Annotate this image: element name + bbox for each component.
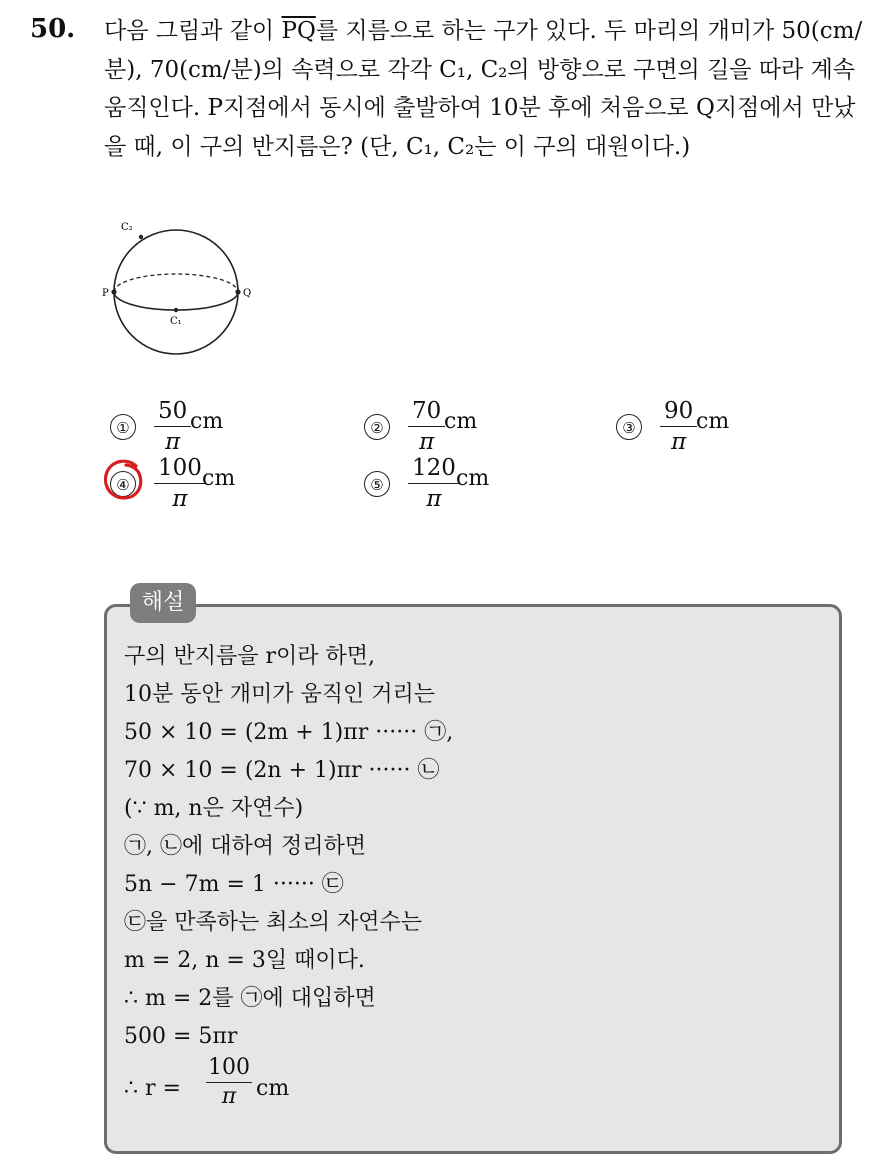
solution-line: 5n − 7m = 1 ······ ㉢ xyxy=(124,872,344,897)
solution-line: 500 = 5πr xyxy=(124,1024,238,1049)
question-text xyxy=(104,12,864,166)
solution-line: 구의 반지름을 r이라 하면, xyxy=(124,644,376,669)
question-text-pre: 다음 그림과 같이 xyxy=(104,18,282,44)
label-c2: C₂ xyxy=(121,222,133,233)
fraction-denominator: π xyxy=(671,429,687,455)
fraction-denominator: π xyxy=(419,429,435,455)
sphere-figure xyxy=(96,212,276,372)
choice-number: ① xyxy=(110,414,136,440)
choice-unit: cm xyxy=(190,409,224,434)
choice-fraction xyxy=(154,396,191,457)
solution-line: ∴ m = 2를 ㉠에 대입하면 xyxy=(124,986,376,1011)
solution-final-unit: cm xyxy=(256,1076,290,1101)
solution-line: ㉠, ㉡에 대하여 정리하면 xyxy=(124,834,366,859)
choice-number: ⑤ xyxy=(364,471,390,497)
label-q: Q xyxy=(243,288,252,299)
choice-number: ② xyxy=(364,414,390,440)
solution-line: 10분 동안 개미가 움직인 거리는 xyxy=(124,682,435,707)
choice-fraction xyxy=(660,396,697,457)
solution-line: 50 × 10 = (2m + 1)πr ······ ㉠, xyxy=(124,720,454,745)
fraction-denominator: π xyxy=(165,429,181,455)
choice-fraction xyxy=(408,453,460,514)
solution-tag: 해설 xyxy=(130,583,196,623)
segment-pq: $\overline{PQ}$ xyxy=(281,18,316,44)
solution-line: ㉢을 만족하는 최소의 자연수는 xyxy=(124,910,423,935)
solution-final-prefix: ∴ r = xyxy=(124,1076,181,1101)
choice-unit: cm xyxy=(456,466,490,491)
solution-line: (∵ m, n은 자연수) xyxy=(124,796,304,821)
question-number: 50. xyxy=(30,14,76,44)
fraction-denominator: π xyxy=(172,486,188,512)
label-p: P xyxy=(102,288,109,299)
fraction-numerator: 120 xyxy=(412,455,456,481)
fraction-numerator: 70 xyxy=(412,398,442,424)
fraction-denominator: π xyxy=(426,486,442,512)
fraction-numerator: 100 xyxy=(158,455,202,481)
choice-fraction xyxy=(154,453,206,514)
choice-fraction xyxy=(408,396,445,457)
solution-line: m = 2, n = 3일 때이다. xyxy=(124,948,365,973)
solution-final-fraction xyxy=(206,1054,252,1111)
choice-number: ③ xyxy=(616,414,642,440)
label-c1: C₁ xyxy=(170,316,182,327)
fraction-numerator: 100 xyxy=(208,1055,250,1080)
question-text-post: 를 지름으로 하는 구가 있다. 두 마리의 개미가 50(cm/분), 70(cm/분)의 속력으로 각각 C₁, C₂의 방향으로 구면의 길을 따라 계속 움직인다. P지점에서 동시에 출발하여 10분 후에 처음으로 Q지점에서 만났을 때, 이 구의 반지름은? (단, C₁, C₂는 이 구의 대원이다.) xyxy=(104,18,863,160)
choice-unit: cm xyxy=(444,409,478,434)
solution-line: 70 × 10 = (2n + 1)πr ······ ㉡ xyxy=(124,758,440,783)
fraction-denominator: π xyxy=(221,1084,237,1109)
choice-unit: cm xyxy=(696,409,730,434)
answer-circle-mark xyxy=(100,454,148,504)
choice-number: ④ xyxy=(110,471,136,497)
fraction-numerator: 50 xyxy=(158,398,188,424)
choice-unit: cm xyxy=(202,466,236,491)
fraction-numerator: 90 xyxy=(664,398,694,424)
